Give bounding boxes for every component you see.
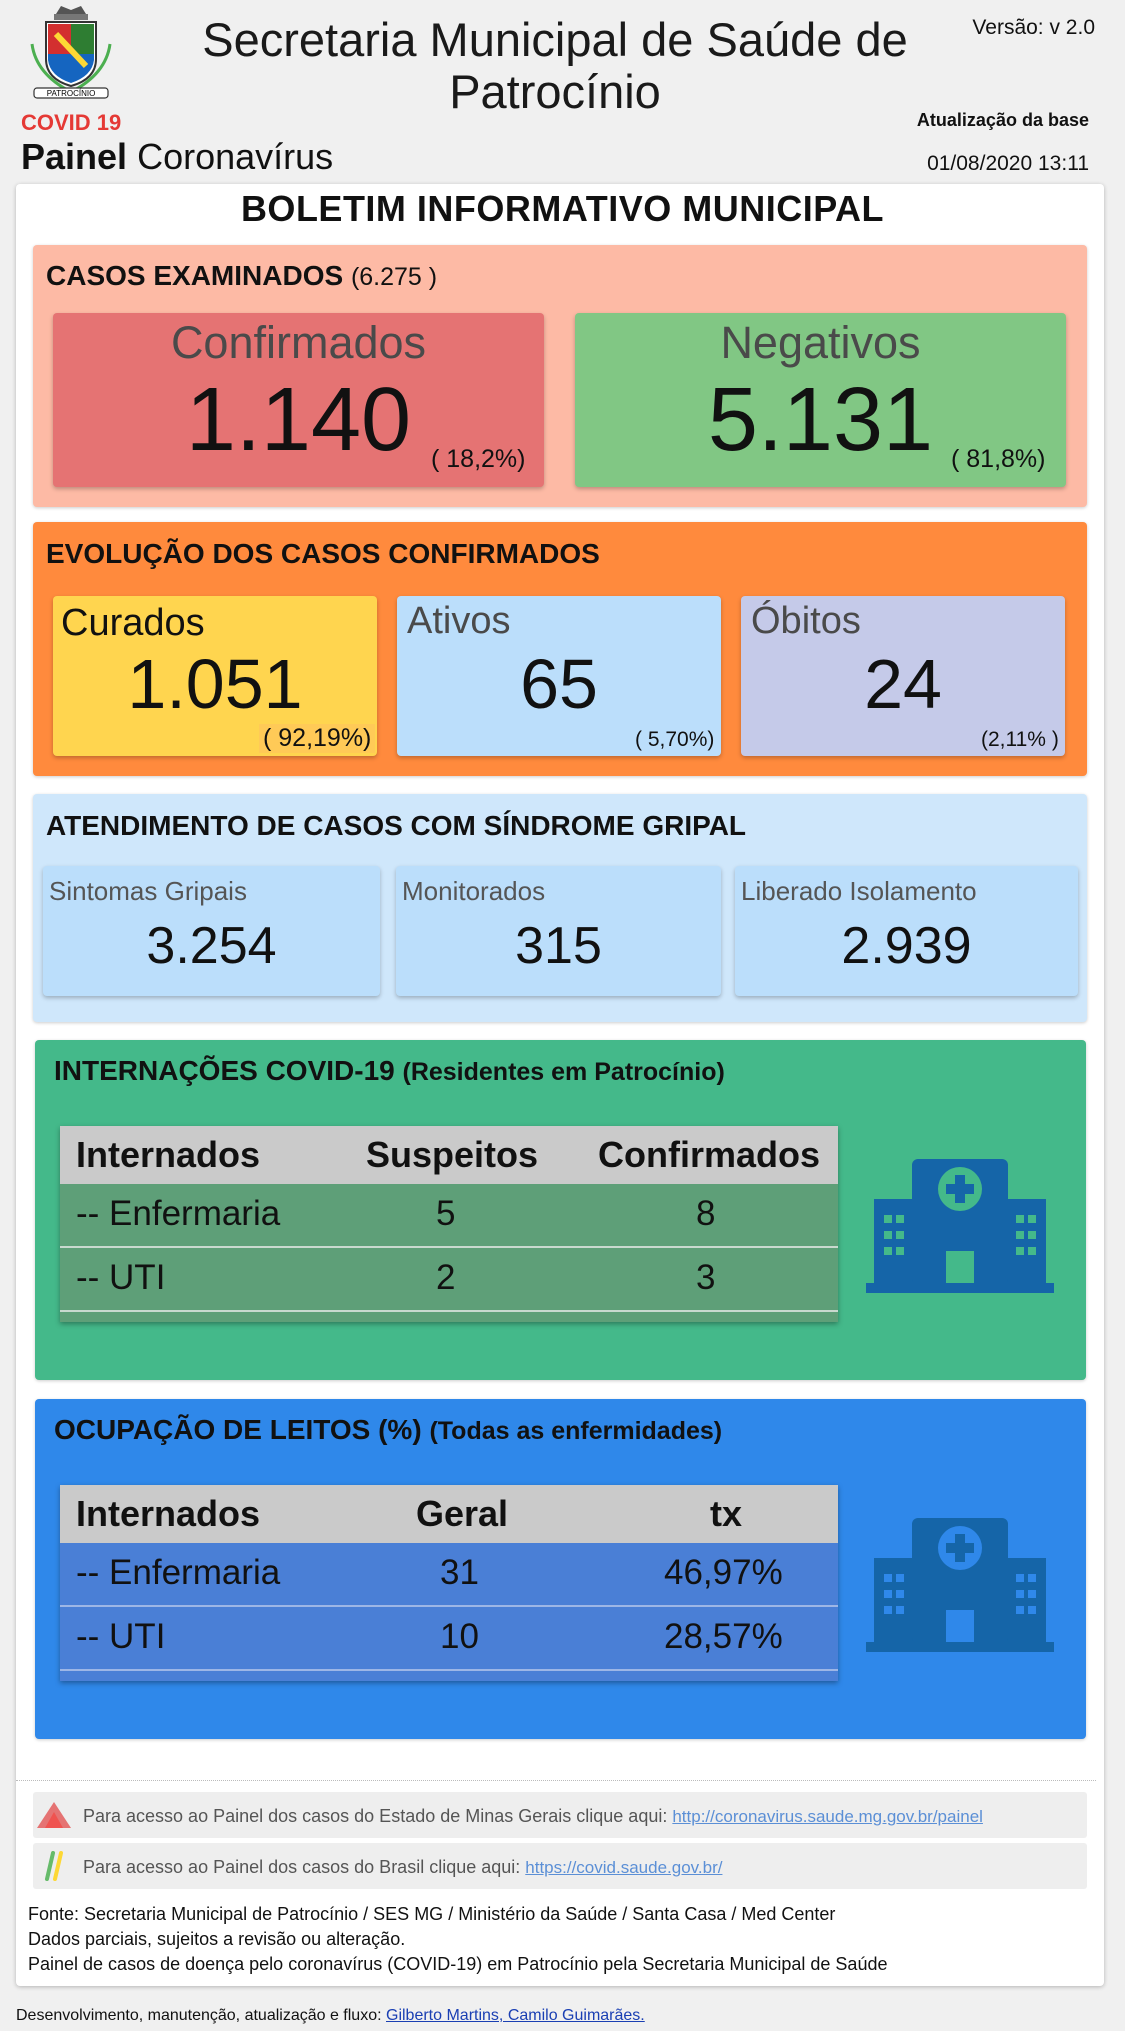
row-divider xyxy=(60,1605,838,1607)
mg-link-text xyxy=(83,1806,983,1827)
table-header: Internados xyxy=(76,1134,261,1175)
table-header: Internados xyxy=(76,1493,261,1534)
confirmed-tile[interactable] xyxy=(53,313,544,487)
table-header: Geral xyxy=(416,1493,509,1534)
deaths-tile[interactable] xyxy=(741,596,1065,756)
br-panel-link-row xyxy=(33,1843,1087,1889)
monitored-tile[interactable] xyxy=(396,866,721,996)
version-label: Versão: v 2.0 xyxy=(972,16,1095,39)
update-label: Atualização da base xyxy=(916,110,1089,130)
table-header: Suspeitos xyxy=(366,1134,539,1175)
source-notes xyxy=(28,1902,887,1977)
deaths-label: Óbitos xyxy=(751,600,861,642)
logo-text: PATROCÍNIO xyxy=(46,89,96,98)
monitored-label: Monitorados xyxy=(402,876,546,906)
negative-tile[interactable] xyxy=(575,313,1066,487)
mg-link-label: Para acesso ao Painel dos casos do Estado de Minas Gerais clique aqui: xyxy=(83,1806,673,1826)
source-line: Dados parciais, sujeitos a revisão ou alteração. xyxy=(28,1929,406,1949)
negative-value: 5.131 xyxy=(707,370,934,470)
table-header-row xyxy=(60,1126,838,1184)
cured-label: Curados xyxy=(61,602,205,644)
br-link-text xyxy=(83,1857,722,1878)
table-header: tx xyxy=(710,1493,743,1534)
symptoms-tile[interactable] xyxy=(43,866,380,996)
monitored-value: 315 xyxy=(515,917,602,975)
occupancy-table xyxy=(60,1485,838,1681)
symptoms-label: Sintomas Gripais xyxy=(49,876,247,906)
mg-panel-link-row xyxy=(33,1792,1087,1838)
dev-link[interactable]: Gilberto Martins, Camilo Guimarães. xyxy=(386,2007,645,2024)
panel-title xyxy=(21,136,333,178)
br-panel-link[interactable]: https://covid.saude.gov.br/ xyxy=(525,1858,723,1877)
active-label: Ativos xyxy=(407,600,511,642)
active-pct: ( 5,70%) xyxy=(635,728,715,751)
update-date: 01/08/2020 13:11 xyxy=(927,152,1089,175)
cured-value: 1.051 xyxy=(127,645,303,723)
table-header-row xyxy=(60,1485,838,1543)
covid-label: COVID 19 xyxy=(21,110,122,135)
hospitalizations-table xyxy=(60,1126,838,1322)
deaths-value: 24 xyxy=(864,645,942,723)
table-cell: 46,97% xyxy=(664,1553,783,1592)
negative-label: Negativos xyxy=(720,317,921,368)
occupancy-subtitle: (Todas as enfermidades) xyxy=(429,1417,723,1445)
evolution-section-title: EVOLUÇÃO DOS CASOS CONFIRMADOS xyxy=(46,538,600,569)
table-cell: 5 xyxy=(436,1194,456,1233)
table-cell: -- Enfermaria xyxy=(76,1194,281,1233)
cured-pct: ( 92,19%) xyxy=(259,724,375,753)
negative-pct: ( 81,8%) xyxy=(951,445,1046,473)
divider xyxy=(16,1780,1096,1781)
page-title: Secretaria Municipal de Saúde de Patrocínio xyxy=(202,13,908,118)
hospitalizations-title-text: INTERNAÇÕES COVID-19 xyxy=(54,1055,395,1086)
mg-triangle-icon xyxy=(35,1800,73,1830)
table-cell: 3 xyxy=(696,1258,716,1297)
row-divider xyxy=(60,1246,838,1248)
hospitalizations-subtitle: (Residentes em Patrocínio) xyxy=(402,1058,725,1086)
developer-credits xyxy=(16,2007,645,2025)
released-label: Liberado Isolamento xyxy=(741,876,977,906)
syndrome-section-title: ATENDIMENTO DE CASOS COM SÍNDROME GRIPAL xyxy=(46,810,747,841)
table-cell: -- UTI xyxy=(76,1617,166,1656)
active-value: 65 xyxy=(520,645,598,723)
panel-title-bold: Painel xyxy=(21,136,128,177)
hospital-icon xyxy=(866,1518,1054,1652)
table-header: Confirmados xyxy=(598,1134,821,1175)
hospitalizations-section-title xyxy=(54,1055,725,1087)
symptoms-value: 3.254 xyxy=(146,917,277,975)
brazil-stripes-icon xyxy=(39,1851,67,1881)
dev-label: Desenvolvimento, manutenção, atualização e fluxo: xyxy=(16,2007,386,2024)
city-coat-of-arms-logo xyxy=(26,4,116,102)
exam-total: (6.275 ) xyxy=(350,263,438,291)
occupancy-section-title xyxy=(54,1414,722,1446)
table-cell: 2 xyxy=(436,1258,456,1297)
table-cell: 31 xyxy=(440,1553,479,1592)
cured-tile[interactable] xyxy=(53,596,377,756)
exam-section-title xyxy=(46,260,437,292)
table-cell: 28,57% xyxy=(664,1617,783,1656)
active-tile[interactable] xyxy=(397,596,721,756)
released-tile[interactable] xyxy=(735,866,1078,996)
hospital-icon xyxy=(866,1159,1054,1293)
confirmed-label: Confirmados xyxy=(170,317,427,368)
row-divider xyxy=(60,1669,838,1671)
table-cell: 10 xyxy=(440,1617,479,1656)
exam-title-text: CASOS EXAMINADOS xyxy=(46,260,344,291)
br-link-label: Para acesso ao Painel dos casos do Brasil clique aqui: xyxy=(83,1857,526,1877)
deaths-pct: (2,11% ) xyxy=(981,728,1059,751)
source-line: Fonte: Secretaria Municipal de Patrocínio / SES MG / Ministério da Saúde / Santa Casa / Med Center xyxy=(28,1904,836,1924)
panel-title-rest: Coronavírus xyxy=(127,136,334,177)
bulletin-title: BOLETIM INFORMATIVO MUNICIPAL xyxy=(240,188,885,229)
table-cell: 8 xyxy=(696,1194,716,1233)
source-line: Painel de casos de doença pelo coronavírus (COVID-19) em Patrocínio pela Secretaria Municipal de Saúde xyxy=(28,1954,888,1974)
released-value: 2.939 xyxy=(841,917,972,975)
confirmed-value: 1.140 xyxy=(185,370,412,470)
confirmed-pct: ( 18,2%) xyxy=(431,445,526,473)
table-cell: -- UTI xyxy=(76,1258,166,1297)
occupancy-title-text: OCUPAÇÃO DE LEITOS (%) xyxy=(54,1414,422,1445)
table-cell: -- Enfermaria xyxy=(76,1553,281,1592)
row-divider xyxy=(60,1310,838,1312)
mg-panel-link[interactable]: http://coronavirus.saude.mg.gov.br/painel xyxy=(672,1807,983,1826)
